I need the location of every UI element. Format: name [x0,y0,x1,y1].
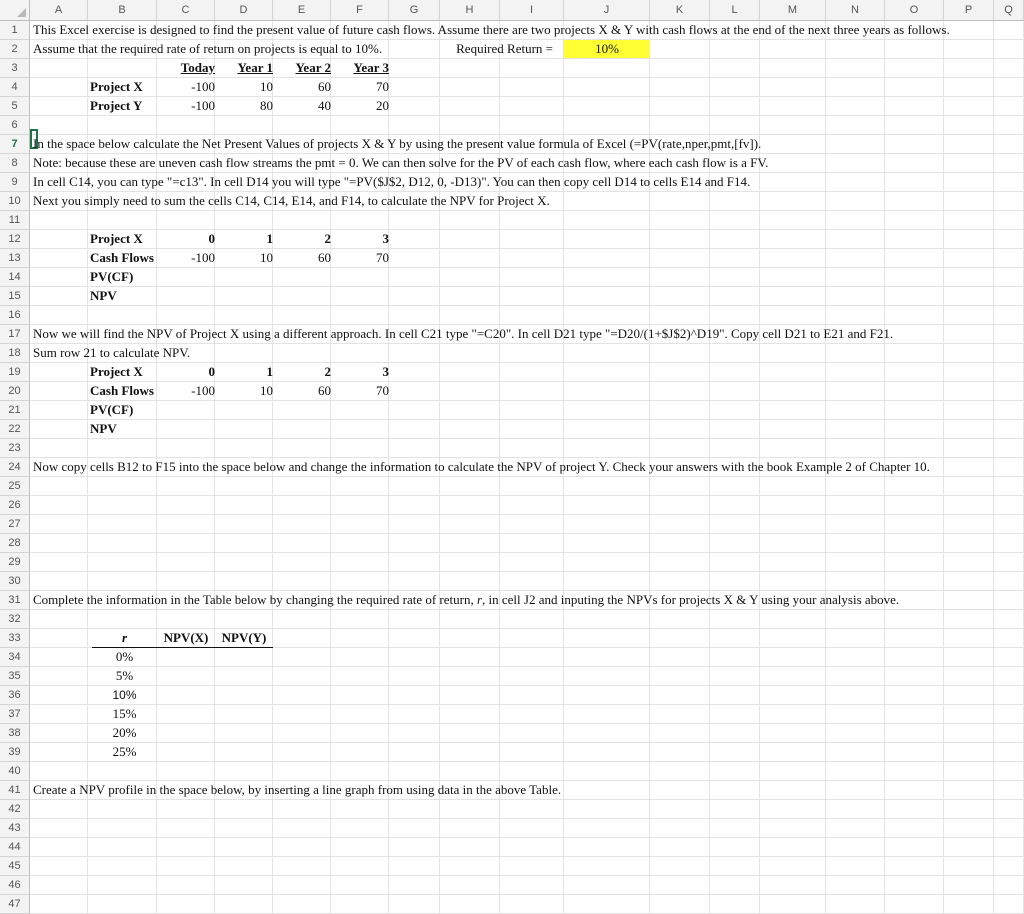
block1-cf-1[interactable]: 10 [260,250,273,265]
select-all-corner[interactable] [0,0,30,21]
cell-A8[interactable]: Note: because these are uneven cash flow streams the pmt = 0. We can then solve for the PV of each cash flow, where each cash flow is a FV. [33,155,769,170]
column-header-L[interactable]: L [710,0,760,21]
block1-npv-label[interactable]: NPV [90,288,117,303]
row-header-8[interactable]: 8 [0,154,30,173]
column-header-I[interactable]: I [500,0,564,21]
grid-hline [30,742,1024,743]
npv-table-header-r-text: r [121,630,128,645]
row-header-10[interactable]: 10 [0,192,30,211]
row-header-39[interactable]: 39 [0,743,30,762]
column-header-C[interactable]: C [157,0,215,21]
block1-period-0[interactable]: 0 [208,231,215,246]
row-header-34[interactable]: 34 [0,648,30,667]
row-header-16[interactable]: 16 [0,306,30,325]
grid-hline [30,495,1024,496]
npv-table-rate-2[interactable]: 10% [112,688,137,702]
grid-hline [30,837,1024,838]
block1-cf-label[interactable]: Cash Flows [90,250,154,265]
row-header-18[interactable]: 18 [0,344,30,363]
cell-A24[interactable]: Now copy cells B12 to F15 into the space below and change the information to calculate the NPV of project Y. Check your answers with the book Example 2 of Chapter 10. [33,459,930,474]
column-header-F[interactable]: F [331,0,389,21]
npv-table-header-npvy[interactable]: NPV(Y) [215,629,273,648]
column-header-A[interactable]: A [30,0,88,21]
grid-hline [30,666,1024,667]
project-y-today[interactable]: -100 [191,98,215,113]
header-year1[interactable]: Year 1 [237,60,273,75]
column-header-K[interactable]: K [650,0,710,21]
grid-hline [30,533,1024,534]
cell-A18[interactable]: Sum row 21 to calculate NPV. [33,345,191,360]
block2-period-2[interactable]: 2 [324,364,331,379]
block1-period-1[interactable]: 1 [266,231,273,246]
cell-A17[interactable]: Now we will find the NPV of Project X using a different approach. In cell C21 type "=C20". In cell D21 type "=D20/(1+$J$2)^D19". Copy cell D21 to E21 and F21. [33,326,894,341]
row-header-7[interactable]: 7 [0,135,30,154]
cell-A1[interactable]: This Excel exercise is designed to find the present value of future cash flows. Assume there are two projects X & Y with cash flows at the end of the next three years as follows. [33,22,950,37]
row-header-17[interactable]: 17 [0,325,30,344]
row-header-25[interactable]: 25 [0,477,30,496]
grid-hline [30,267,1024,268]
block2-cf-2[interactable]: 60 [318,383,331,398]
block1-pv-label[interactable]: PV(CF) [90,269,134,284]
column-header-P[interactable]: P [944,0,994,21]
block1-cf-2[interactable]: 60 [318,250,331,265]
cell-A31-text-start: Complete the information in the Table below by changing the required rate of return, [33,592,477,607]
row-header-37[interactable]: 37 [0,705,30,724]
block1-cf-3[interactable]: 70 [376,250,389,265]
grid-hline [30,609,1024,610]
row-header-9[interactable]: 9 [0,173,30,192]
row-header-31[interactable]: 31 [0,591,30,610]
npv-table-rate-1[interactable]: 5% [115,668,134,683]
grid-hline [30,856,1024,857]
row-header-30[interactable]: 30 [0,572,30,591]
row-header-41[interactable]: 41 [0,781,30,800]
row-header-3[interactable]: 3 [0,59,30,78]
column-header-O[interactable]: O [885,0,944,21]
grid-hline [30,799,1024,800]
block1-period-3[interactable]: 3 [382,231,389,246]
grid-hline [30,894,1024,895]
header-today[interactable]: Today [180,60,215,75]
project-x-today[interactable]: -100 [191,79,215,94]
header-year3[interactable]: Year 3 [353,60,389,75]
row-header-22[interactable]: 22 [0,420,30,439]
cell-H2-required-return-label[interactable]: Required Return = [456,41,553,56]
npv-table-rate-0[interactable]: 0% [115,649,134,664]
row-header-6[interactable]: 6 [0,116,30,135]
cell-A10[interactable]: Next you simply need to sum the cells C14, C14, E14, and F14, to calculate the NPV for Project X. [33,193,550,208]
project-x-year2[interactable]: 60 [318,79,331,94]
grid-hline [30,476,1024,477]
grid-hline [30,818,1024,819]
row-header-14[interactable]: 14 [0,268,30,287]
block2-cf-label[interactable]: Cash Flows [90,383,154,398]
column-header-J[interactable]: J [564,0,650,21]
project-y-year1[interactable]: 80 [260,98,273,113]
row-header-2[interactable]: 2 [0,40,30,59]
row-header-44[interactable]: 44 [0,838,30,857]
row-header-43[interactable]: 43 [0,819,30,838]
project-x-year1[interactable]: 10 [260,79,273,94]
block2-cf-1[interactable]: 10 [260,383,273,398]
block2-period-3[interactable]: 3 [382,364,389,379]
row-header-29[interactable]: 29 [0,553,30,572]
grid-hline [30,552,1024,553]
cell-A31-text-end: , in cell J2 and inputing the NPVs for projects X & Y using your analysis above. [482,592,900,607]
grid-hline [30,685,1024,686]
block2-period-0[interactable]: 0 [208,364,215,379]
column-header-B[interactable]: B [88,0,157,21]
cell-A2[interactable]: Assume that the required rate of return on projects is equal to 10%. [33,41,383,56]
cell-A7[interactable]: In the space below calculate the Net Present Values of projects X & Y by using the present value formula of Excel (=PV(rate,nper,pmt,[fv]). [33,136,762,151]
project-y-year3[interactable]: 20 [376,98,389,113]
block2-npv-label[interactable]: NPV [90,421,117,436]
column-header-Q[interactable]: Q [994,0,1024,21]
row-header-35[interactable]: 35 [0,667,30,686]
npv-table-header-r[interactable] [92,629,157,648]
cell-A31[interactable] [33,591,899,609]
grid-hline [30,210,1024,211]
row-header-12[interactable]: 12 [0,230,30,249]
header-year2[interactable]: Year 2 [295,60,331,75]
select-all-icon [17,8,26,17]
block1-period-2[interactable]: 2 [324,231,331,246]
row-header-42[interactable]: 42 [0,800,30,819]
row-header-11[interactable]: 11 [0,211,30,230]
column-header-G[interactable]: G [389,0,440,21]
project-x-label[interactable]: Project X [90,79,143,94]
cell-A41[interactable]: Create a NPV profile in the space below, by inserting a line graph from using data in the above Table. [33,782,562,797]
project-y-year2[interactable]: 40 [318,98,331,113]
row-header-36[interactable]: 36 [0,686,30,705]
block2-cf-3[interactable]: 70 [376,383,389,398]
cell-A9[interactable]: In cell C14, you can type "=c13". In cell D14 you will type "=PV($J$2, D12, 0, -D13)". You can then copy cell D14 to cells E14 and F14. [33,174,751,189]
column-header-E[interactable]: E [273,0,331,21]
block1-title[interactable]: Project X [90,231,143,246]
row-header-27[interactable]: 27 [0,515,30,534]
block1-cf-0[interactable]: -100 [191,250,215,265]
block2-period-1[interactable]: 1 [266,364,273,379]
column-header-D[interactable]: D [215,0,273,21]
row-header-19[interactable]: 19 [0,363,30,382]
column-header-M[interactable]: M [760,0,826,21]
column-header-N[interactable]: N [826,0,885,21]
row-header-5[interactable]: 5 [0,97,30,116]
row-header-26[interactable]: 26 [0,496,30,515]
row-header-33[interactable]: 33 [0,629,30,648]
project-x-year3[interactable]: 70 [376,79,389,94]
grid-hline [30,514,1024,515]
cell-A31-rate-symbol: r [476,592,483,607]
grid-hline [30,571,1024,572]
grid-hline [30,438,1024,439]
row-header-24[interactable]: 24 [0,458,30,477]
grid-hline [30,704,1024,705]
column-header-H[interactable]: H [440,0,500,21]
cell-J2-required-return[interactable]: 10% [564,40,650,58]
row-header-1[interactable]: 1 [0,21,30,40]
project-y-label[interactable]: Project Y [90,98,143,113]
row-header-4[interactable]: 4 [0,78,30,97]
grid-hline [30,400,1024,401]
npv-table-rate-5[interactable]: 25% [112,744,137,759]
block2-cf-0[interactable]: -100 [191,383,215,398]
row-header-47[interactable]: 47 [0,895,30,914]
block2-title[interactable]: Project X [90,364,143,379]
row-header-20[interactable]: 20 [0,382,30,401]
row-header-38[interactable]: 38 [0,724,30,743]
grid-hline [30,305,1024,306]
grid-hline [30,761,1024,762]
row-header-28[interactable]: 28 [0,534,30,553]
grid-hline [30,875,1024,876]
row-header-40[interactable]: 40 [0,762,30,781]
grid-hline [30,286,1024,287]
row-header-45[interactable]: 45 [0,857,30,876]
row-header-32[interactable]: 32 [0,610,30,629]
row-header-15[interactable]: 15 [0,287,30,306]
row-header-13[interactable]: 13 [0,249,30,268]
grid-hline [30,723,1024,724]
npv-table-header-npvx[interactable]: NPV(X) [157,629,215,648]
grid-hline [30,419,1024,420]
npv-table-rate-3[interactable]: 15% [112,706,137,721]
row-header-46[interactable]: 46 [0,876,30,895]
row-header-23[interactable]: 23 [0,439,30,458]
row-header-21[interactable]: 21 [0,401,30,420]
block2-pv-label[interactable]: PV(CF) [90,402,134,417]
grid-hline [30,115,1024,116]
npv-table-rate-4[interactable]: 20% [112,725,137,740]
